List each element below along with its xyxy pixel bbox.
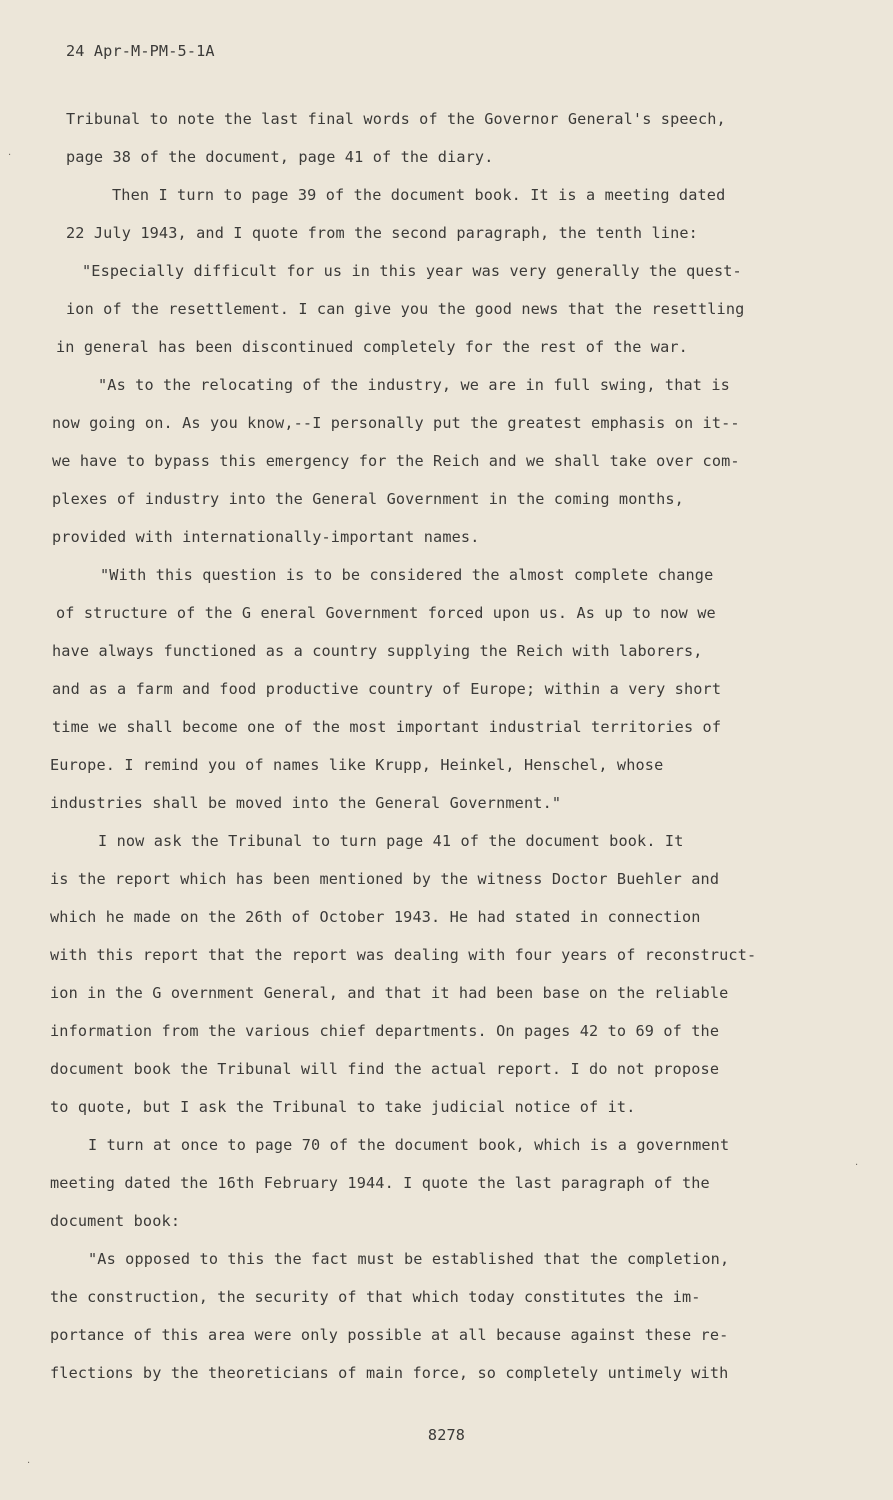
text-line: is the report which has been mentioned by the witness Doctor Buehler and bbox=[50, 870, 720, 888]
text-line: industries shall be moved into the General Government." bbox=[50, 794, 562, 812]
text-line: meeting dated the 16th February 1944. I quote the last paragraph of the bbox=[50, 1174, 710, 1192]
text-line: document book the Tribunal will find the actual report. I do not propose bbox=[50, 1060, 720, 1078]
text-line: flections by the theoreticians of main force, so completely untimely with bbox=[50, 1364, 729, 1382]
text-line: which he made on the 26th of October 1943. He had stated in connection bbox=[50, 908, 701, 926]
text-line: in general has been discontinued completely for the rest of the war. bbox=[56, 338, 688, 356]
text-line: 22 July 1943, and I quote from the second paragraph, the tenth line: bbox=[66, 224, 698, 242]
text-line: I turn at once to page 70 of the document book, which is a government bbox=[88, 1136, 730, 1154]
text-line: the construction, the security of that which today constitutes the im- bbox=[50, 1288, 701, 1306]
text-line: "Especially difficult for us in this year was very generally the quest- bbox=[82, 262, 742, 280]
document-header: 24 Apr-M-PM-5-1A bbox=[66, 42, 215, 60]
text-line: Europe. I remind you of names like Krupp, Heinkel, Henschel, whose bbox=[50, 756, 664, 774]
document-body bbox=[50, 100, 795, 1392]
text-line: provided with internationally-important names. bbox=[52, 528, 480, 546]
text-line: we have to bypass this emergency for the Reich and we shall take over com- bbox=[52, 452, 740, 470]
text-line: "With this question is to be considered the almost complete change bbox=[100, 566, 714, 584]
text-line: page 38 of the document, page 41 of the diary. bbox=[66, 148, 494, 166]
paper-speck: · bbox=[27, 1458, 31, 1469]
text-line: ion in the G overnment General, and that it had been base on the reliable bbox=[50, 984, 729, 1002]
text-line: have always functioned as a country supplying the Reich with laborers, bbox=[52, 642, 703, 660]
text-line: Then I turn to page 39 of the document book. It is a meeting dated bbox=[112, 186, 726, 204]
text-line: I now ask the Tribunal to turn page 41 of the document book. It bbox=[98, 832, 684, 850]
text-line: plexes of industry into the General Government in the coming months, bbox=[52, 490, 684, 508]
text-line: Tribunal to note the last final words of the Governor General's speech, bbox=[66, 110, 726, 128]
text-line: to quote, but I ask the Tribunal to take judicial notice of it. bbox=[50, 1098, 636, 1116]
text-line: ion of the resettlement. I can give you the good news that the resettling bbox=[66, 300, 745, 318]
text-line: with this report that the report was dealing with four years of reconstruct- bbox=[50, 946, 757, 964]
text-line: of structure of the G eneral Government forced upon us. As up to now we bbox=[56, 604, 716, 622]
text-line: "As to the relocating of the industry, we are in full swing, that is bbox=[98, 376, 730, 394]
text-line: information from the various chief departments. On pages 42 to 69 of the bbox=[50, 1022, 720, 1040]
text-line: portance of this area were only possible at all because against these re- bbox=[50, 1326, 729, 1344]
text-line: document book: bbox=[50, 1212, 181, 1230]
text-line: now going on. As you know,--I personally put the greatest emphasis on it-- bbox=[52, 414, 740, 432]
text-line: and as a farm and food productive country of Europe; within a very short bbox=[52, 680, 722, 698]
paper-speck: · bbox=[855, 1160, 859, 1171]
page-number: 8278 bbox=[427, 1426, 466, 1444]
text-line: "As opposed to this the fact must be established that the completion, bbox=[88, 1250, 730, 1268]
paper-speck: · bbox=[8, 150, 12, 161]
text-line: time we shall become one of the most important industrial territories of bbox=[52, 718, 722, 736]
